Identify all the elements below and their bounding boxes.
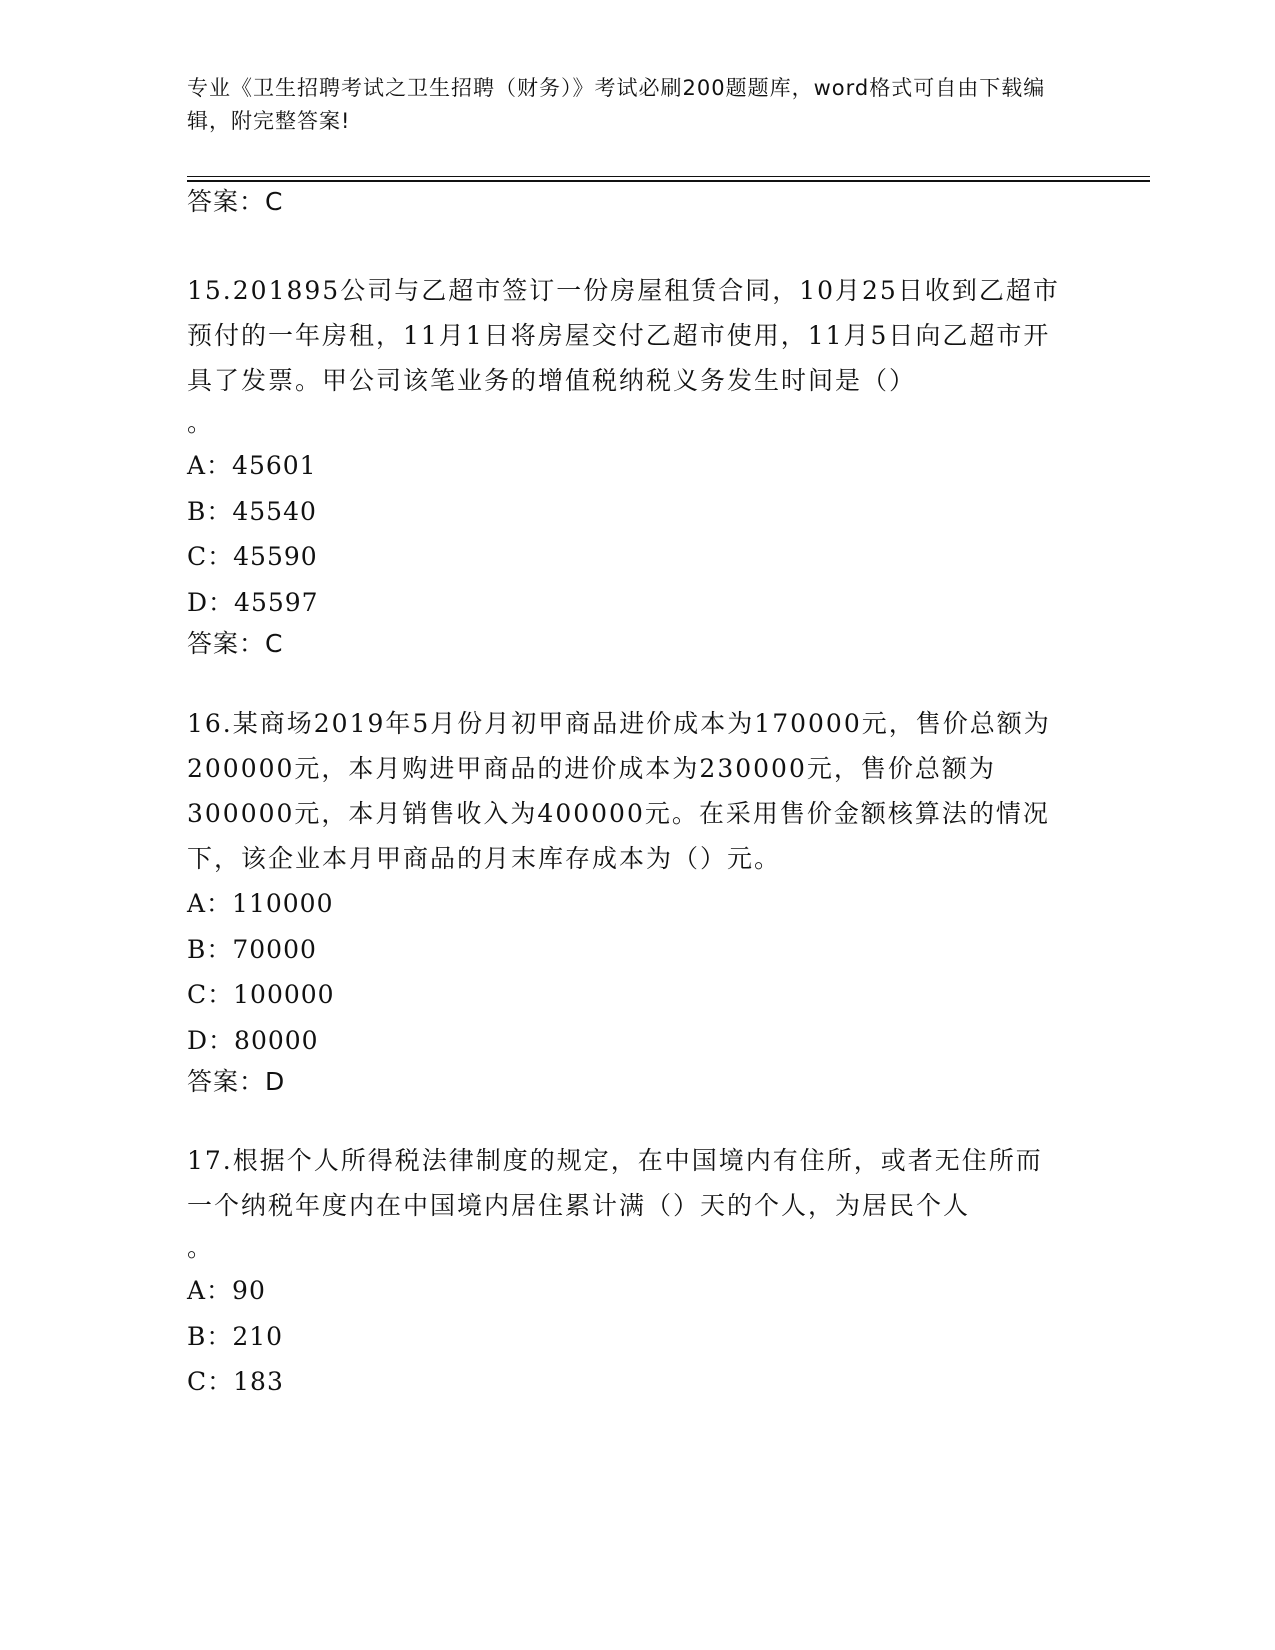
option-a: A：90 xyxy=(187,1276,266,1305)
option-c: C：183 xyxy=(187,1367,284,1396)
question-15 xyxy=(187,268,1087,659)
question-stem: 16.某商场2019年5月份月初甲商品进价成本为170000元，售价总额为200000元，本月购进甲商品的进价成本为230000元，售价总额为300000元，本月销售收入为400000元。在采用售价金额核算法的情况下，该企业本月甲商品的月末库存成本为（）元。 xyxy=(187,709,1051,873)
document-header: 专业《卫生招聘考试之卫生招聘（财务）》考试必刷200题题库，word格式可自由下载编辑，附完整答案! xyxy=(187,76,1046,133)
option-a: A：45601 xyxy=(187,451,317,480)
question-17 xyxy=(187,1138,1087,1405)
question-16 xyxy=(187,701,1087,1097)
option-b: B：70000 xyxy=(187,934,317,964)
question-stem-tail: 。 xyxy=(187,1233,213,1262)
option-a: A：110000 xyxy=(187,889,334,918)
option-b: B：45540 xyxy=(187,496,317,526)
option-c: C：45590 xyxy=(187,542,318,571)
question-stem: 15.201895公司与乙超市签订一份房屋租赁合同，10月25日收到乙超市预付的一年房租，11月1日将房屋交付乙超市使用，11月5日向乙超市开具了发票。甲公司该笔业务的增值税纳税义务发生时间是（） xyxy=(187,276,1060,395)
option-d: D：45597 xyxy=(187,587,319,617)
answer-line: 答案：C xyxy=(187,187,284,216)
question-stem: 17.根据个人所得税法律制度的规定，在中国境内有住所，或者无住所而一个纳税年度内在中国境内居住累计满（）天的个人，为居民个人 xyxy=(187,1146,1043,1220)
option-d: D：80000 xyxy=(187,1025,319,1055)
header-divider-thin xyxy=(187,176,1150,177)
option-b: B：210 xyxy=(187,1321,284,1351)
answer-line: 答案：D xyxy=(187,1067,286,1096)
answer-line: 答案：C xyxy=(187,629,284,658)
header-divider-thick xyxy=(187,180,1150,182)
option-c: C：100000 xyxy=(187,980,335,1009)
question-stem-tail: 。 xyxy=(187,408,213,437)
